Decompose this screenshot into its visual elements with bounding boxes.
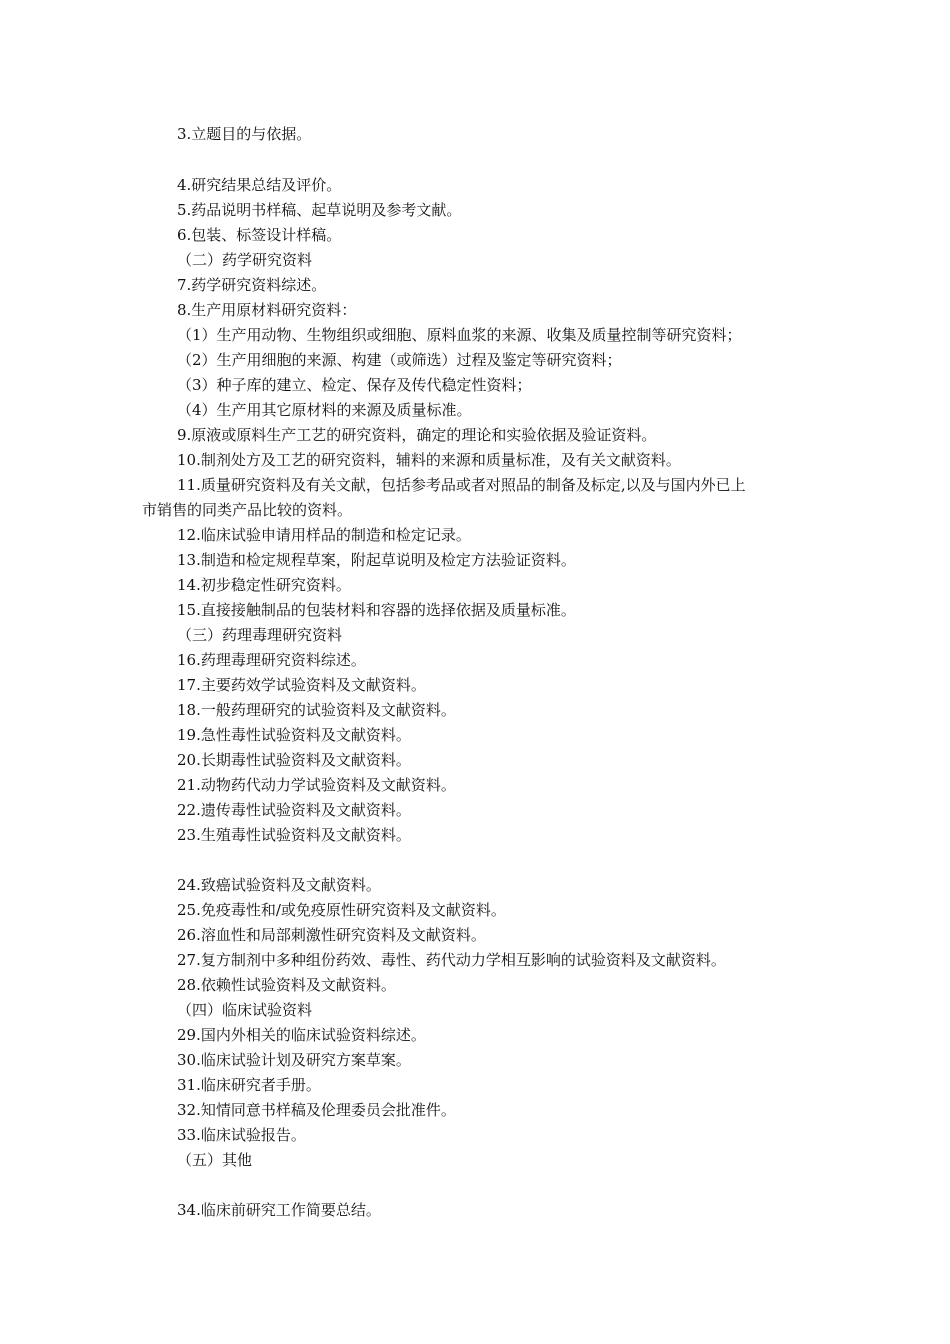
item-22: 22.遗传毒性试验资料及文献资料。 [177,801,411,819]
item-6: 6.包装、标签设计样稿。 [177,226,342,244]
item-7: 7.药学研究资料综述。 [177,276,327,294]
item-31: 31.临床研究者手册。 [177,1076,321,1094]
section-heading-2: （二）药学研究资料 [177,251,313,269]
item-24: 24.致癌试验资料及文献资料。 [177,876,381,894]
item-27: 27.复方制剂中多种组份药效、毒性、药代动力学相互影响的试验资料及文献资料。 [177,951,726,969]
item-20: 20.长期毒性试验资料及文献资料。 [177,751,411,769]
item-29: 29.国内外相关的临床试验资料综述。 [177,1026,426,1044]
item-21: 21.动物药代动力学试验资料及文献资料。 [177,776,456,794]
sub-item-4: （4）生产用其它原材料的来源及质量标准。 [177,401,472,419]
item-11-continuation: 市销售的同类产品比较的资料。 [142,501,353,519]
item-23: 23.生殖毒性试验资料及文献资料。 [177,826,411,844]
item-28: 28.依赖性试验资料及文献资料。 [177,976,396,994]
item-10: 10.制剂处方及工艺的研究资料，辅料的来源和质量标准，及有关文献资料。 [177,451,681,469]
sub-item-3: （3）种子库的建立、检定、保存及传代稳定性资料； [177,376,532,394]
section-heading-4: （四）临床试验资料 [177,1001,313,1019]
item-8: 8.生产用原材料研究资料： [177,301,357,319]
item-25: 25.免疫毒性和/或免疫原性研究资料及文献资料。 [177,901,506,919]
item-5: 5.药品说明书样稿、起草说明及参考文献。 [177,201,462,219]
item-33: 33.临床试验报告。 [177,1126,306,1144]
item-15: 15.直接接触制品的包装材料和容器的选择依据及质量标准。 [177,601,576,619]
item-17: 17.主要药效学试验资料及文献资料。 [177,676,426,694]
sub-item-1: （1）生产用动物、生物组织或细胞、原料血浆的来源、收集及质量控制等研究资料； [177,326,742,344]
item-14: 14.初步稳定性研究资料。 [177,576,351,594]
item-26: 26.溶血性和局部刺激性研究资料及文献资料。 [177,926,486,944]
section-heading-3: （三）药理毒理研究资料 [177,626,343,644]
item-34: 34.临床前研究工作简要总结。 [177,1201,381,1219]
item-9: 9.原液或原料生产工艺的研究资料，确定的理论和实验依据及验证资料。 [177,426,657,444]
item-3: 3.立题目的与依据。 [177,125,312,143]
sub-item-2: （2）生产用细胞的来源、构建（或筛选）过程及鉴定等研究资料； [177,351,622,369]
item-12: 12.临床试验申请用样品的制造和检定记录。 [177,526,471,544]
item-30: 30.临床试验计划及研究方案草案。 [177,1051,411,1069]
item-18: 18.一般药理研究的试验资料及文献资料。 [177,701,456,719]
item-16: 16.药理毒理研究资料综述。 [177,651,366,669]
item-11: 11.质量研究资料及有关文献，包括参考品或者对照品的制备及标定,以及与国内外已上 [177,476,746,494]
section-heading-5: （五）其他 [177,1151,253,1169]
item-32: 32.知情同意书样稿及伦理委员会批准件。 [177,1101,456,1119]
item-19: 19.急性毒性试验资料及文献资料。 [177,726,411,744]
item-13: 13.制造和检定规程草案，附起草说明及检定方法验证资料。 [177,551,576,569]
item-4: 4.研究结果总结及评价。 [177,176,342,194]
